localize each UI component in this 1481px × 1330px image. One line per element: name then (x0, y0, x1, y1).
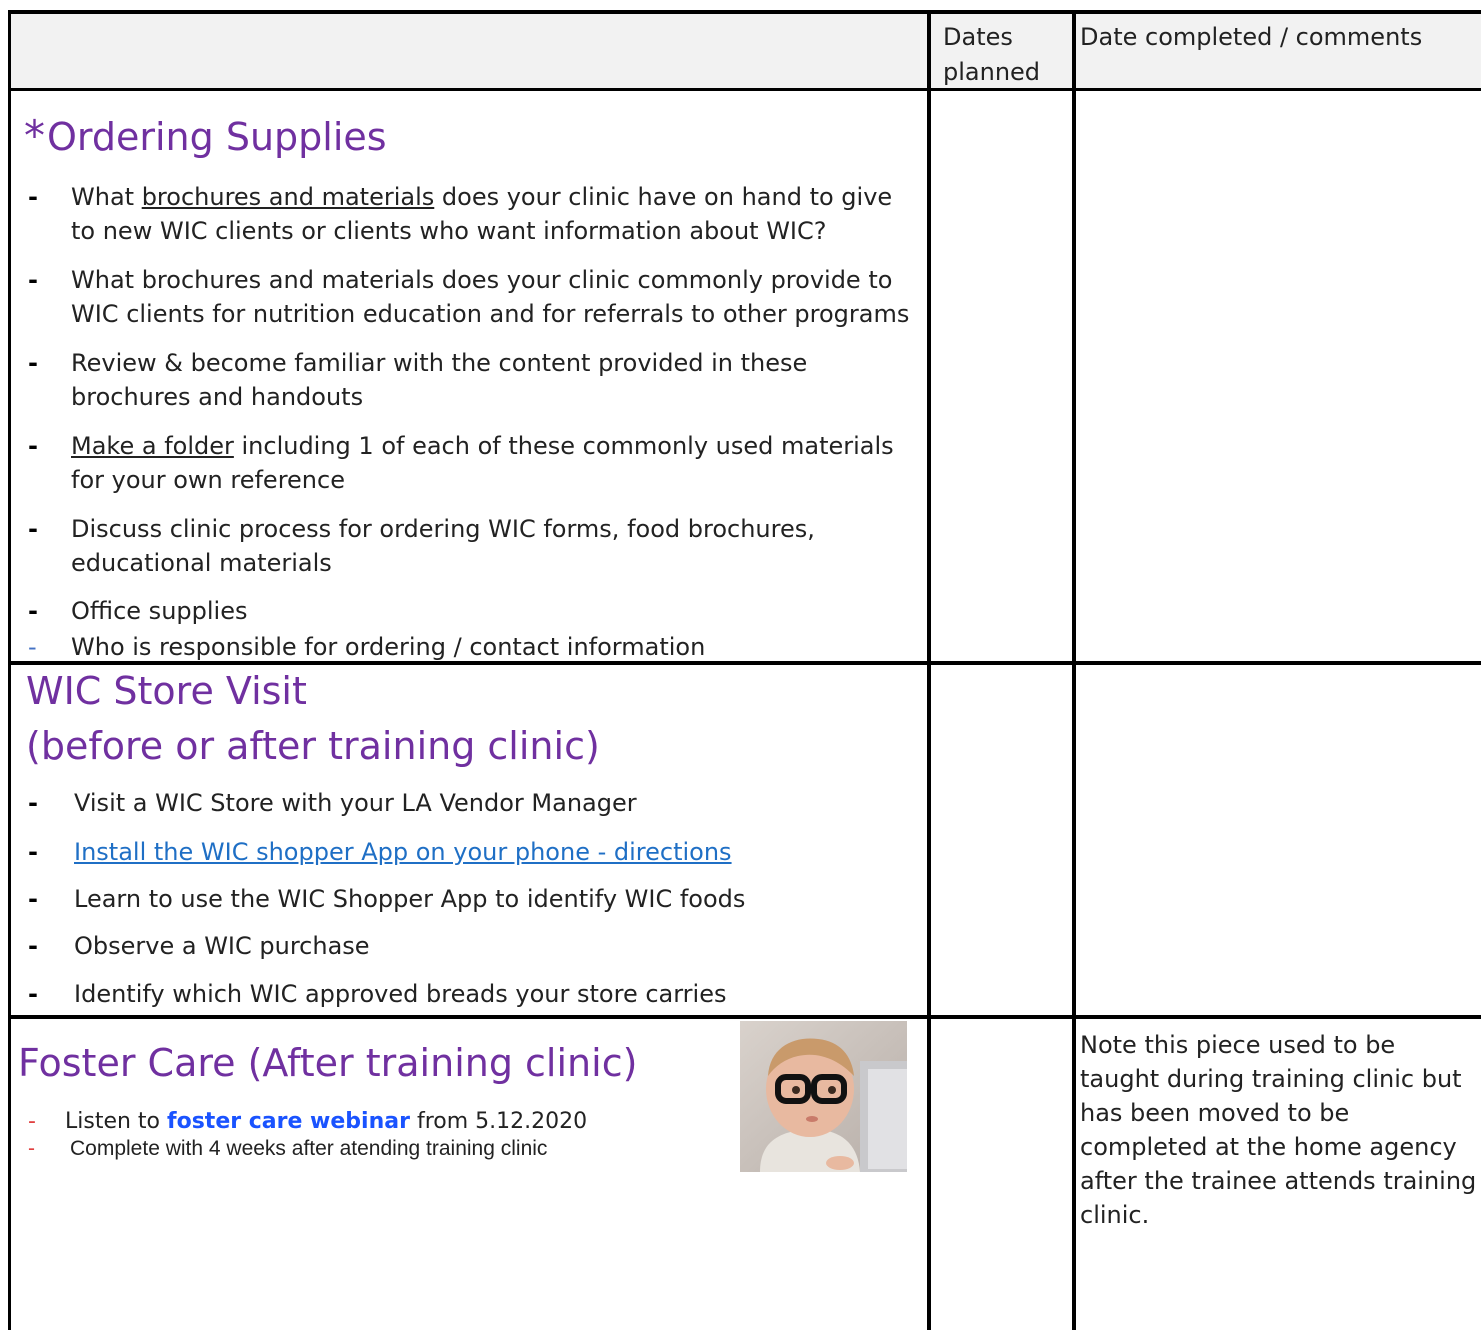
asterisk-icon: * (24, 111, 45, 160)
foster-care-webinar-link[interactable]: foster care webinar (167, 1109, 410, 1134)
foster-care-comment: Note this piece used to be taught during training clinic but has been moved to be completed at the home agency after the trainee attends training clinic. (1080, 1031, 1477, 1229)
wic-store-visit-title: WIC Store Visit (26, 669, 307, 713)
dash-bullet: - (28, 1109, 36, 1134)
ordering-supplies-title: *Ordering Supplies (24, 111, 387, 160)
dash-bullet: - (28, 515, 38, 543)
make-folder-link[interactable]: Make a folder (71, 432, 234, 460)
dash-bullet: - (28, 349, 38, 377)
foster-care-title: Foster Care (After training clinic) (18, 1041, 638, 1085)
dash-bullet: - (28, 633, 37, 661)
store-bottom-border (8, 1015, 1481, 1019)
install-app-directions-link[interactable]: Install the WIC shopper App on your phone - directions (74, 838, 732, 866)
dash-bullet: - (28, 183, 38, 211)
toddler-glasses-photo (740, 1021, 907, 1172)
dates-column-border (927, 10, 931, 1330)
brochures-materials-link[interactable]: brochures and materials (141, 183, 435, 211)
table-top-border (8, 10, 1481, 14)
dash-bullet: - (28, 932, 38, 960)
dash-bullet: - (28, 1137, 35, 1160)
dash-bullet: - (28, 432, 38, 460)
dash-bullet: - (28, 789, 38, 817)
dash-bullet: - (28, 885, 38, 913)
dash-bullet: - (28, 980, 38, 1008)
dash-bullet: - (28, 266, 38, 294)
table-left-border (8, 10, 11, 1330)
comments-column-border (1072, 10, 1076, 1330)
header-dates-planned: Dates planned (943, 23, 1041, 86)
training-checklist-page: Dates planned Date completed / comments *Ordering Supplies - What brochures and materials does your clinic have on hand to give to new WIC clients or clients who want information about WIC? - What brochures and materials does your clinic commonly provide to WIC clients for nutrition education and for referrals to other programs - Review & become familiar with the content provided in these brochures and handouts - Make a folder including 1 of each of these commonly used materials for your own reference - Discuss clinic process for ordering WIC forms, food brochures, educational materials - Office supplies - Who is responsible for ordering / contact information WIC Store Visit (before or after training clinic) - Visit a WIC Store with your LA Vendor Manager - Install the WIC shopper App on your phone - directions - Learn to use the WIC Shopper App to identify WIC foods - Observe a WIC purchase - Identify which WIC approved breads your store carries Foster Care (After training clinic) - Listen to foster care webinar from 5.12.2020 - Complete with 4 weeks after atending training clinic Note this piece used to be taught during training clinic but has been moved to be completed at the home agency after the trainee attends training clinic. (0, 0, 1481, 1330)
header-bottom-border (8, 88, 1481, 91)
dash-bullet: - (28, 838, 38, 866)
header-date-completed: Date completed / comments (1080, 23, 1423, 51)
wic-store-visit-subtitle: (before or after training clinic) (26, 724, 600, 768)
dash-bullet: - (28, 597, 38, 625)
